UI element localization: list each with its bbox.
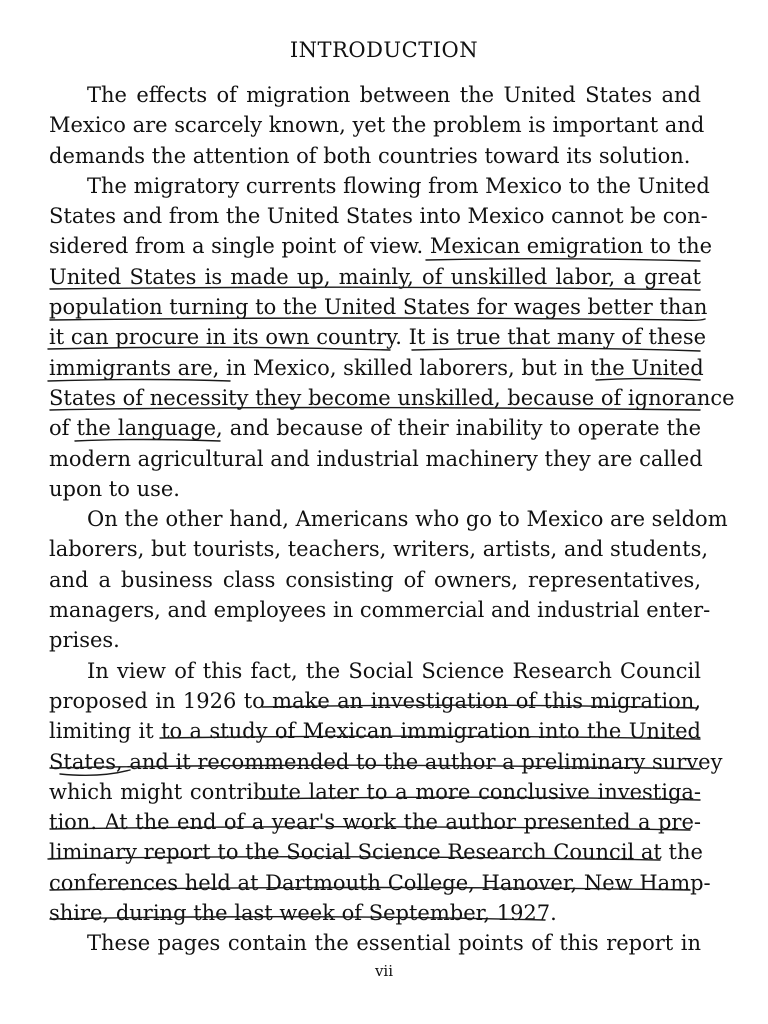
text-line: Mexico are scarcely known, yet the problem is important and xyxy=(49,113,705,138)
text-line: upon to use. xyxy=(49,476,180,501)
page-number: vii xyxy=(374,962,394,980)
body-text xyxy=(49,80,735,959)
text-line: shire, during the last week of September, 1927. xyxy=(49,901,557,926)
text-line: These pages contain the essential points of this report in xyxy=(87,931,701,956)
text-line: which might contribute later to a more conclusive investiga- xyxy=(49,779,701,804)
text-line: it can procure in its own country. It is true that many of these xyxy=(49,325,707,350)
text-line: sidered from a single point of view. Mexican emigration to the xyxy=(49,234,713,259)
chapter-title: INTRODUCTION xyxy=(289,38,479,62)
text-line: demands the attention of both countries toward its solution. xyxy=(49,143,691,168)
text-line: conferences held at Dartmouth College, Hanover, New Hamp- xyxy=(49,870,711,895)
text-line: and a business class consisting of owners, representatives, xyxy=(49,567,701,592)
text-line: In view of this fact, the Social Science Research Council xyxy=(87,658,701,683)
text-line: liminary report to the Social Science Research Council at the xyxy=(49,840,703,865)
text-line: The effects of migration between the United States and xyxy=(87,83,701,107)
text-line: prises. xyxy=(49,628,120,653)
text-line: The migratory currents flowing from Mexico to the United xyxy=(87,173,710,198)
text-line: limiting it to a study of Mexican immigration into the United xyxy=(49,719,701,744)
text-line: tion. At the end of a year's work the author presented a pre- xyxy=(49,810,701,835)
text-line: modern agricultural and industrial machinery they are called xyxy=(49,446,703,471)
text-line: States of necessity they become unskilled, because of ignorance xyxy=(49,385,735,410)
text-line: managers, and employees in commercial and industrial enter- xyxy=(49,598,711,623)
text-line: States and from the United States into Mexico cannot be con- xyxy=(49,204,708,229)
text-line: population turning to the United States for wages better than xyxy=(49,295,708,320)
text-line: proposed in 1926 to make an investigation of this migration, xyxy=(49,688,701,713)
text-line: laborers, but tourists, teachers, writers, artists, and students, xyxy=(49,537,709,562)
text-line: immigrants are, in Mexico, skilled laborers, but in the United xyxy=(49,355,704,380)
text-line: States, and it recommended to the author a preliminary survey xyxy=(49,749,723,774)
text-line: On the other hand, Americans who go to Mexico are seldom xyxy=(87,507,728,532)
text-line: United States is made up, mainly, of unskilled labor, a great xyxy=(49,264,701,289)
text-line: of the language, and because of their inability to operate the xyxy=(49,416,701,441)
